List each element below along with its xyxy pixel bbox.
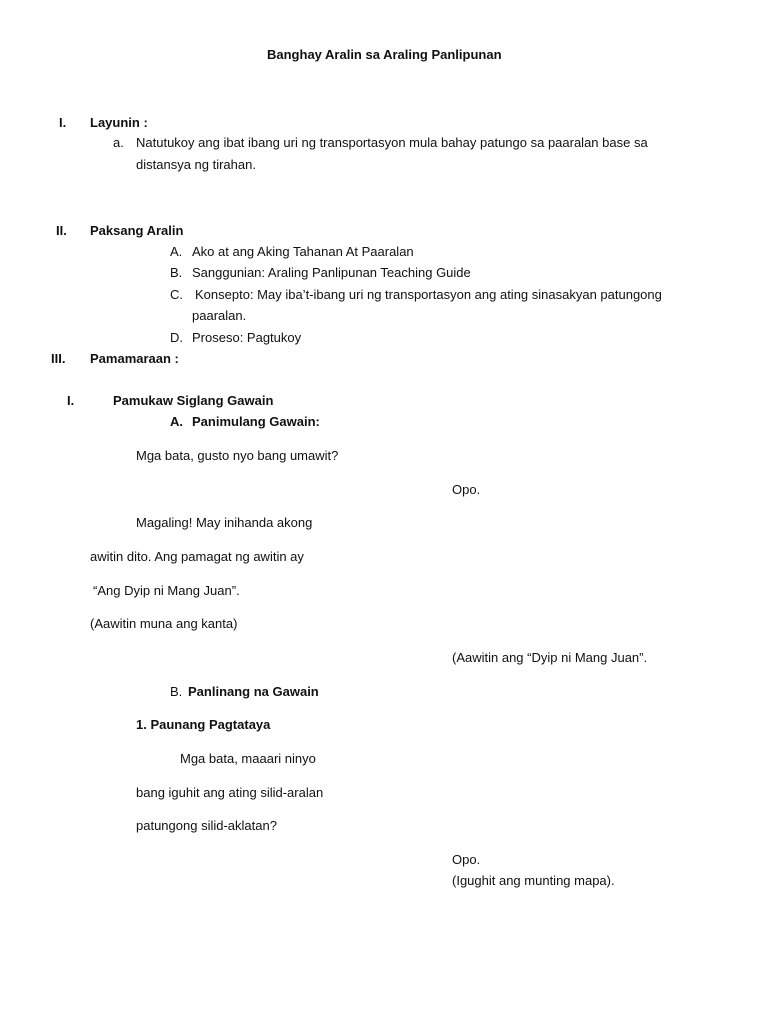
teacher-line: Magaling! May inihanda akong: [136, 515, 313, 530]
panimulang-heading: Panimulang Gawain:: [192, 414, 320, 429]
paksa-item-text: Konsepto: May iba’t-ibang uri ng transportasyon ang ating sinasakyan patungong: [195, 287, 662, 302]
layunin-item-text-line1: Natutukoy ang ibat ibang uri ng transportasyon mula bahay patungo sa paaralan base sa: [136, 135, 648, 150]
section-heading-pamamaraan: Pamamaraan :: [90, 351, 179, 366]
paunang-pagtataya-heading: 1. Paunang Pagtataya: [136, 717, 271, 732]
panlinang-heading: Panlinang na Gawain: [188, 684, 319, 699]
paksa-item-text: Sanggunian: Araling Panlipunan Teaching Guide: [192, 265, 471, 280]
subsection-numeral-pamukaw: I.: [67, 393, 75, 408]
paksa-item-marker: C.: [170, 287, 183, 302]
section-heading-paksang-aralin: Paksang Aralin: [90, 223, 184, 238]
teacher-line: Mga bata, gusto nyo bang umawit?: [136, 448, 339, 463]
student-line: (Igughit ang munting mapa).: [452, 873, 615, 888]
student-line: (Aawitin ang “Dyip ni Mang Juan”.: [452, 650, 648, 665]
student-line: Opo.: [452, 482, 481, 497]
teacher-line: awitin dito. Ang pamagat ng awitin ay: [90, 549, 304, 564]
document-title: Banghay Aralin sa Araling Panlipunan: [267, 47, 502, 62]
student-line: Opo.: [452, 852, 481, 867]
paksa-item-marker: B.: [170, 265, 183, 280]
teacher-line: “Ang Dyip ni Mang Juan”.: [93, 583, 240, 598]
paksa-item-marker: A.: [170, 244, 183, 259]
panimulang-marker: A.: [170, 414, 183, 429]
layunin-item-text-line2: distansya ng tirahan.: [136, 157, 256, 172]
teacher-line: bang iguhit ang ating silid-aralan: [136, 785, 324, 800]
teacher-line: patungong silid-aklatan?: [136, 818, 277, 833]
layunin-item-marker: a.: [113, 135, 124, 150]
section-numeral-pamamaraan: III.: [51, 351, 66, 366]
paksa-item-text: Ako at ang Aking Tahanan At Paaralan: [192, 244, 414, 259]
teacher-line: (Aawitin muna ang kanta): [90, 616, 238, 631]
paksa-item-text: Proseso: Pagtukoy: [192, 330, 302, 345]
subsection-heading-pamukaw: Pamukaw Siglang Gawain: [113, 393, 274, 408]
section-numeral-paksang-aralin: II.: [56, 223, 67, 238]
section-heading-layunin: Layunin :: [90, 115, 148, 130]
section-numeral-layunin: I.: [59, 115, 67, 130]
paksa-item-marker: D.: [170, 330, 183, 345]
paksa-item-text-line2: paaralan.: [192, 308, 247, 323]
teacher-line: Mga bata, maaari ninyo: [180, 751, 316, 766]
panlinang-marker: B.: [170, 684, 183, 699]
